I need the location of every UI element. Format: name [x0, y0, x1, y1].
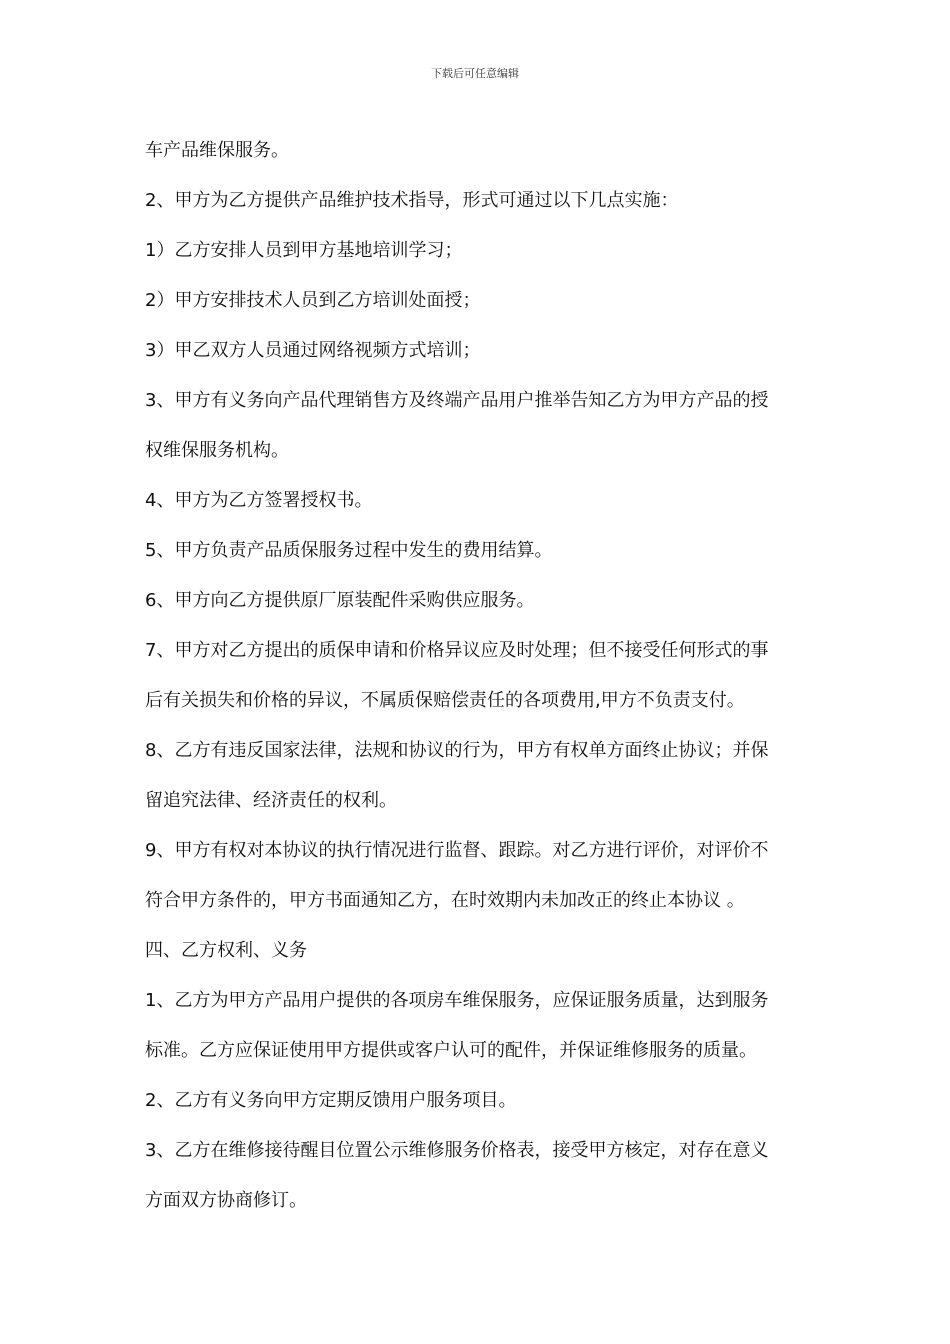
text-line: 1、乙方为甲方产品用户提供的各项房车维保服务，应保证服务质量，达到服务 — [145, 990, 769, 1011]
text-line: 8、乙方有违反国家法律，法规和协议的行为，甲方有权单方面终止协议；并保 — [145, 740, 769, 761]
text-line: 1）乙方安排人员到甲方基地培训学习； — [145, 240, 463, 261]
text-line: 4、甲方为乙方签署授权书。 — [145, 490, 373, 511]
page-header-watermark: 下载后可任意编辑 — [431, 67, 519, 80]
text-line: 2、乙方有义务向甲方定期反馈用户服务项目。 — [145, 1090, 517, 1111]
text-line: 2）甲方安排技术人员到乙方培训处面授； — [145, 290, 481, 311]
text-line: 标准。乙方应保证使用甲方提供或客户认可的配件，并保证维修服务的质量。 — [145, 1040, 757, 1061]
text-line: 后有关损失和价格的异议，不属质保赔偿责任的各项费用,甲方不负责支付。 — [145, 690, 745, 711]
text-line: 9、甲方有权对本协议的执行情况进行监督、跟踪。对乙方进行评价，对评价不 — [145, 840, 769, 861]
text-line: 3、甲方有义务向产品代理销售方及终端产品用户推举告知乙方为甲方产品的授 — [145, 390, 769, 411]
text-line: 6、甲方向乙方提供原厂原装配件采购供应服务。 — [145, 590, 535, 611]
text-line: 方面双方协商修订。 — [145, 1190, 307, 1211]
text-line: 车产品维保服务。 — [145, 140, 289, 161]
text-line: 符合甲方条件的，甲方书面通知乙方，在时效期内未加改正的终止本协议 。 — [145, 890, 745, 911]
document-body — [145, 135, 810, 1235]
text-line: 2、甲方为乙方提供产品维护技术指导，形式可通过以下几点实施： — [145, 190, 679, 211]
text-line: 留追究法律、经济责任的权利。 — [145, 790, 397, 811]
text-line: 3、乙方在维修接待醒目位置公示维修服务价格表，接受甲方核定，对存在意义 — [145, 1140, 769, 1161]
text-line: 5、甲方负责产品质保服务过程中发生的费用结算。 — [145, 540, 553, 561]
section-heading: 四、乙方权利、义务 — [145, 940, 307, 961]
text-line: 7、甲方对乙方提出的质保申请和价格异议应及时处理；但不接受任何形式的事 — [145, 640, 769, 661]
text-line: 3）甲乙双方人员通过网络视频方式培训； — [145, 340, 481, 361]
text-line: 权维保服务机构。 — [145, 440, 289, 461]
